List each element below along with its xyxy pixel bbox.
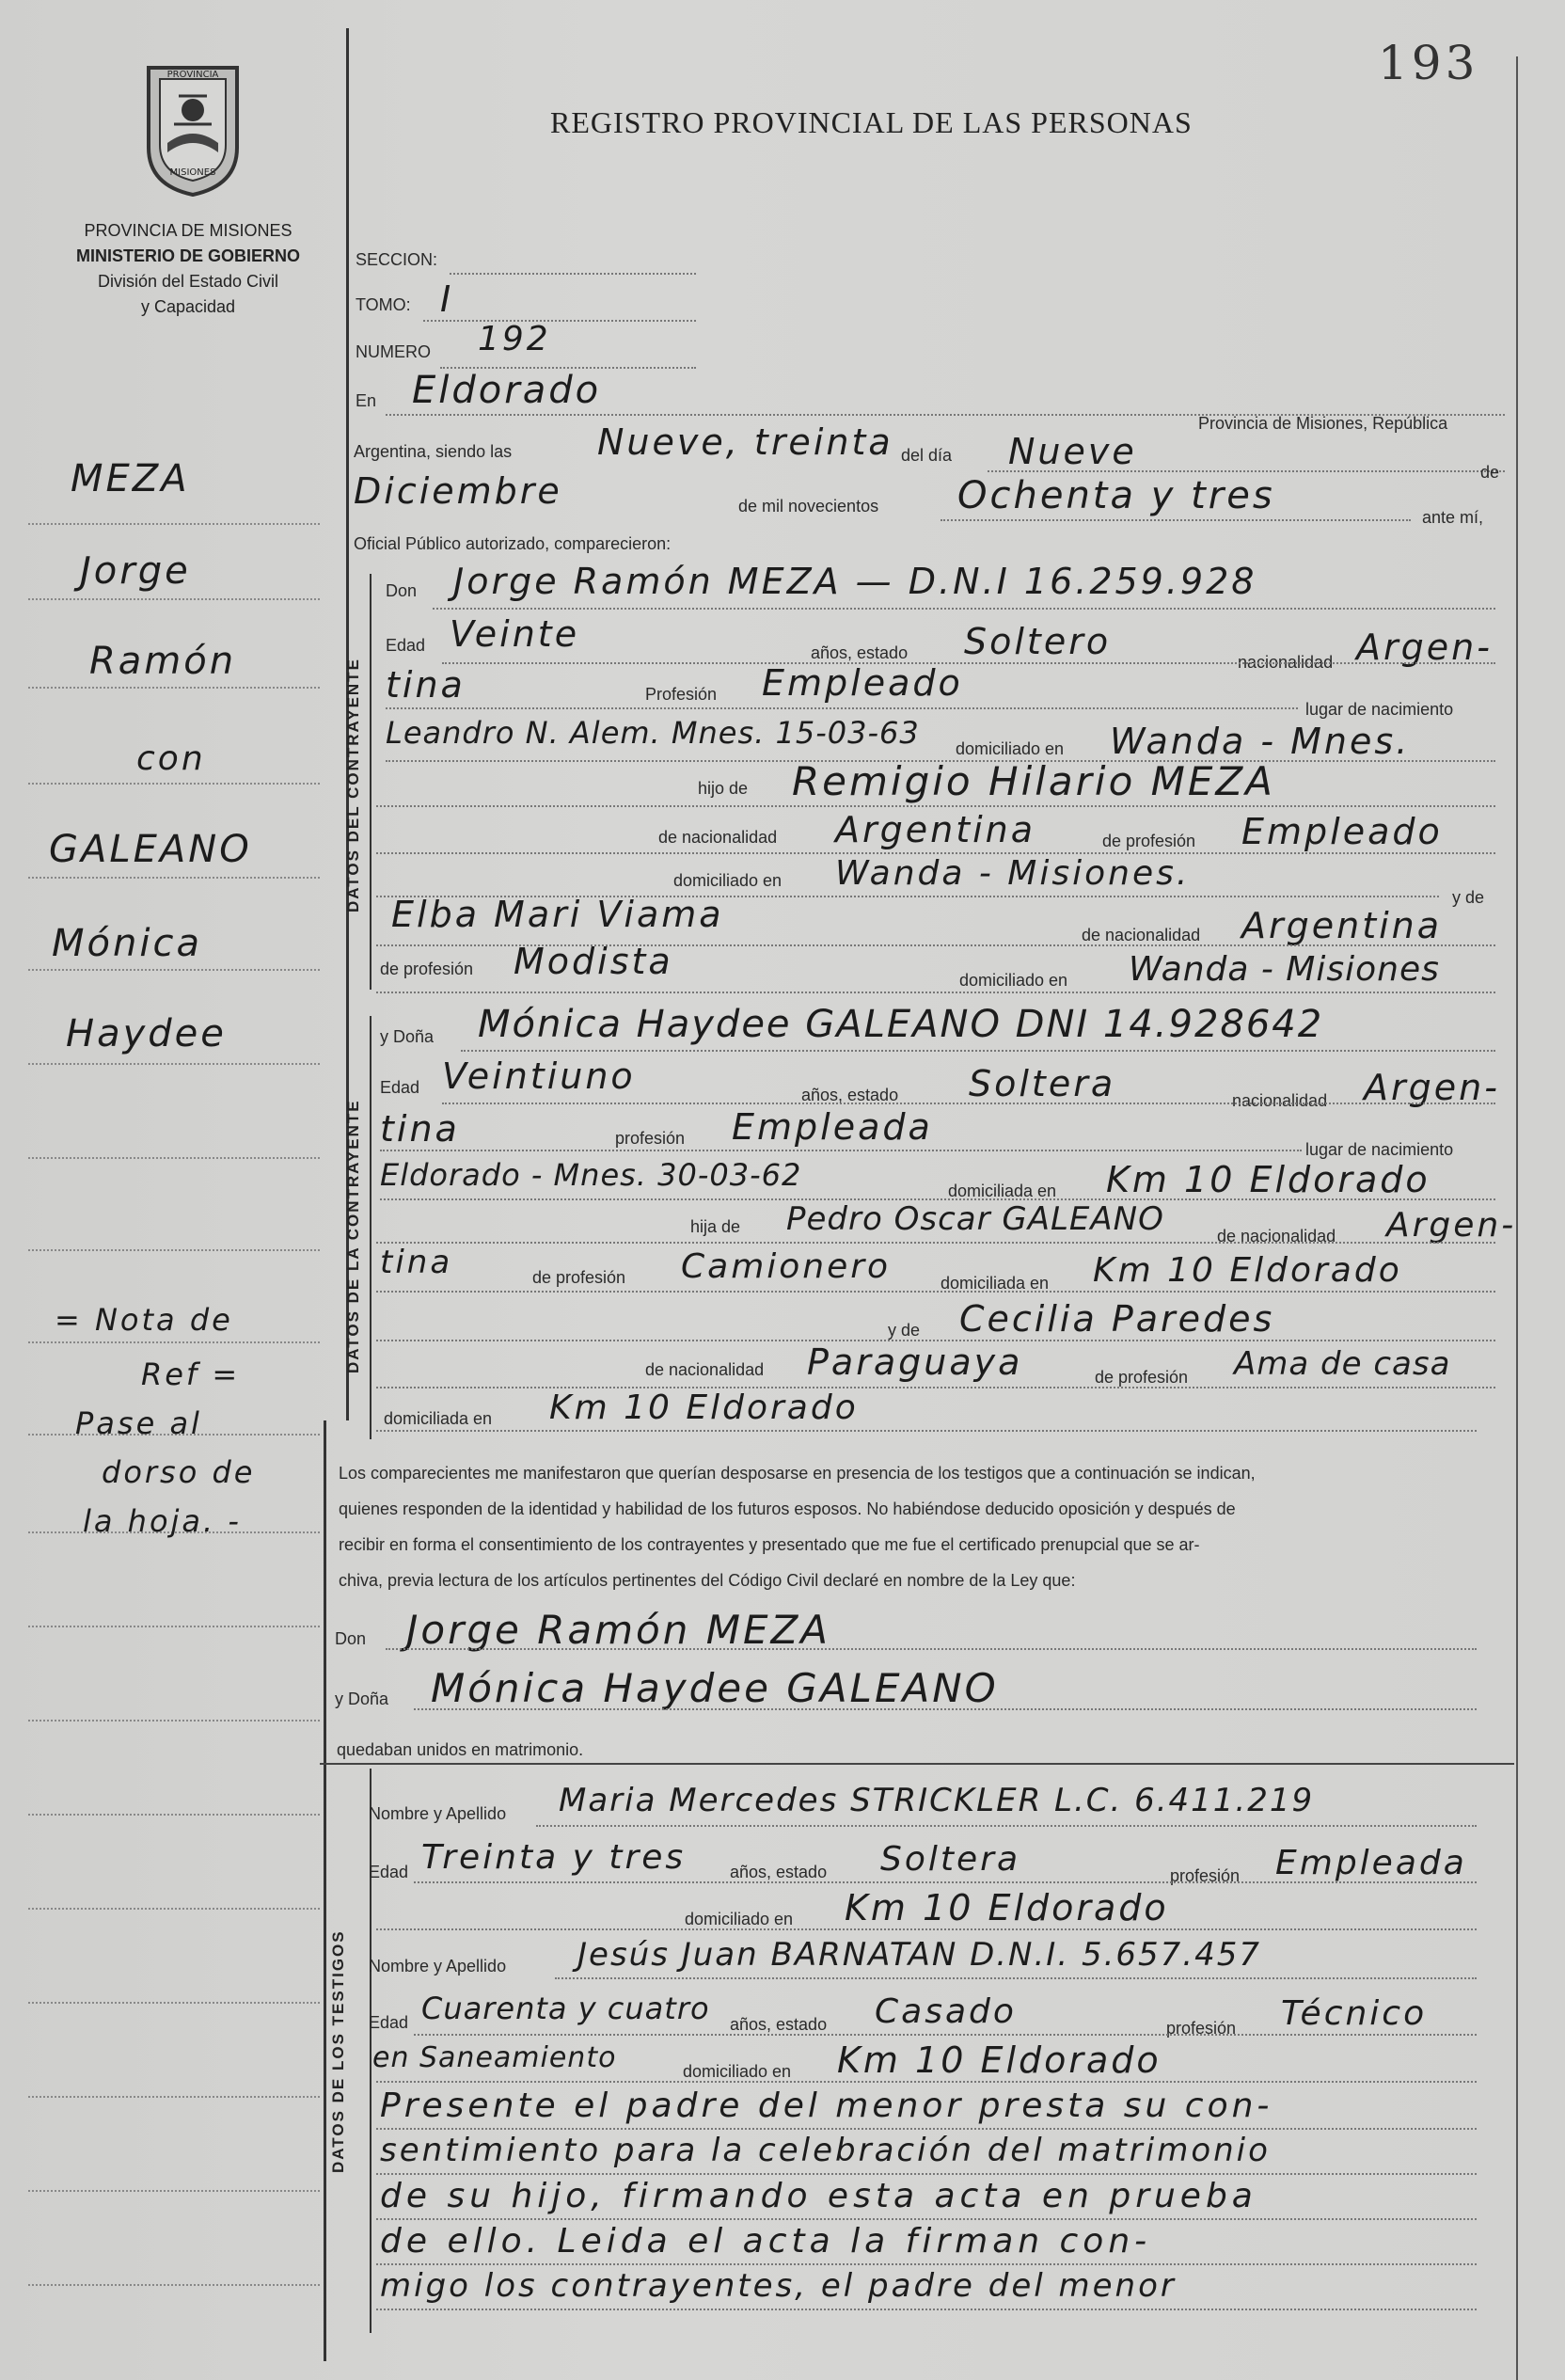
- madre-domicilio: Wanda - Misiones: [1129, 950, 1440, 989]
- don-label: Don: [386, 581, 418, 600]
- side-label-contrayente: DATOS DEL CONTRAYENTE: [344, 658, 362, 912]
- contrayenta-padre-dom: Km 10 Eldorado: [1093, 1251, 1402, 1290]
- margin-note: MEZA: [71, 457, 190, 500]
- contrayenta-padre-nac-cont: tina: [380, 1244, 453, 1281]
- profesion-label-2: profesión: [615, 1129, 686, 1148]
- de-label: de: [1480, 463, 1500, 482]
- contrayenta-profesion: Empleada: [732, 1106, 933, 1148]
- contrayente-nacimiento: Leandro N. Alem. Mnes. 15-03-63: [386, 715, 920, 751]
- madre-prof-label-2: de profesión: [1095, 1368, 1189, 1387]
- anio-value: Ochenta y tres: [957, 474, 1275, 517]
- tomo-line: [423, 320, 696, 322]
- padre-prof-label-2: de profesión: [532, 1268, 626, 1287]
- line: [386, 1648, 1477, 1650]
- line: [461, 1050, 1495, 1052]
- margin-separator-lower: [324, 1420, 326, 2361]
- mes-value: Diciembre: [354, 470, 562, 512]
- contrayenta-padre-nac: Argen-: [1386, 1206, 1517, 1245]
- contrayenta-madre-dom: Km 10 Eldorado: [549, 1388, 859, 1427]
- numero-label: NUMERO: [356, 342, 431, 361]
- nacionalidad-label: nacionalidad: [1238, 653, 1334, 672]
- issuer-division-2: y Capacidad: [140, 297, 236, 316]
- testigo-domicilio-2: Km 10 Eldorado: [837, 2039, 1162, 2081]
- testigo-profesion: Empleada: [1275, 1844, 1467, 1882]
- testigo-dom-label: domiciliado en: [685, 1910, 794, 1928]
- margin-note: Ramón: [89, 640, 237, 683]
- madre-dom-label: domiciliado en: [959, 971, 1068, 990]
- testigo-nombre-2: Jesús Juan BARNATAN D.N.I. 5.657.457: [577, 1936, 1261, 1974]
- testigo-dom-label-2: domiciliado en: [683, 2062, 792, 2081]
- issuer-division: División del Estado Civil: [97, 272, 279, 291]
- anios-label: años, estado: [811, 643, 909, 662]
- seccion-line: [450, 273, 696, 275]
- document-title: REGISTRO PROVINCIAL DE LAS PERSONAS: [550, 105, 1193, 139]
- numero-value: 192: [478, 320, 551, 358]
- contrayente-estado: Soltero: [964, 621, 1112, 662]
- line: [414, 1881, 1477, 1883]
- profesion-label: Profesión: [645, 685, 718, 704]
- del-dia-label: del día: [901, 446, 953, 465]
- line: [376, 1430, 1477, 1432]
- right-margin-rule: [1516, 56, 1518, 2380]
- line: [376, 2309, 1477, 2310]
- note-line: de su hijo, firmando esta acta en prueba: [380, 2177, 1257, 2215]
- testigo-profesion-label-2: profesión: [1166, 2019, 1237, 2038]
- contrayenta-madre-nac: Paraguaya: [807, 1341, 1023, 1383]
- line: [376, 2173, 1477, 2175]
- padre-nacionalidad: Argentina: [835, 809, 1036, 850]
- padre-dom-label: domiciliado en: [673, 871, 782, 890]
- declaration-line: Los comparecientes me manifestaron que querían desposarse en presencia de los testigos que a continuación se indican,: [339, 1464, 1256, 1483]
- line: [376, 1242, 1495, 1244]
- contrayente-edad: Veinte: [450, 613, 580, 655]
- contrayenta-padre-prof: Camionero: [681, 1247, 892, 1286]
- contrayenta-bracket: [370, 1016, 371, 1439]
- decl-closing: quedaban unidos en matrimonio.: [337, 1740, 584, 1759]
- line: [376, 992, 1495, 993]
- madre-prof-label: de profesión: [380, 960, 474, 978]
- testigo-edad-2: Cuarenta y cuatro: [421, 1991, 710, 2026]
- mil-label: de mil novecientos: [738, 497, 879, 516]
- testigo-edad-label: Edad: [369, 1863, 409, 1881]
- margin-note: = Nota de: [55, 1302, 233, 1338]
- domiciliada-label: domiciliada en: [948, 1182, 1057, 1200]
- margin-note: Mónica: [52, 922, 202, 965]
- line: [376, 1928, 1477, 1930]
- note-line: Presente el padre del menor presta su con-: [380, 2086, 1273, 2125]
- seal-top-text: PROVINCIA: [166, 70, 219, 80]
- declaration-line: quienes responden de la identidad y habilidad de los futuros esposos. No habiéndose deducido oposición y después de: [339, 1499, 1236, 1518]
- padre-nac-label: de nacionalidad: [658, 828, 778, 847]
- nacionalidad-label-2: nacionalidad: [1232, 1091, 1328, 1110]
- contrayente-domicilio: Wanda - Mnes.: [1110, 721, 1411, 762]
- contrayenta-estado: Soltera: [969, 1063, 1116, 1104]
- line: [442, 662, 1495, 664]
- contrayenta-domicilio: Km 10 Eldorado: [1106, 1159, 1431, 1200]
- side-label-contrayenta: DATOS DE LA CONTRAYENTE: [344, 1099, 362, 1373]
- y-de-label-2: y de: [888, 1321, 921, 1340]
- lugar-label-2: lugar de nacimiento: [1305, 1140, 1454, 1159]
- tomo-label: TOMO:: [356, 295, 411, 314]
- padre-nombre: Remigio Hilario MEZA: [792, 758, 1275, 804]
- issuer-ministry: MINISTERIO DE GOBIERNO: [75, 246, 301, 265]
- contrayenta-madre: Cecilia Paredes: [959, 1298, 1275, 1340]
- issuer-province: PROVINCIA DE MISIONES: [84, 221, 292, 240]
- oficial-text: Oficial Público autorizado, comparecieron:: [354, 534, 672, 553]
- padre-domicilio: Wanda - Misiones.: [835, 854, 1191, 893]
- hijo-label: hijo de: [698, 779, 749, 798]
- contrayente-nacionalidad-cont: tina: [386, 664, 466, 706]
- margin-note: GALEANO: [49, 828, 252, 871]
- testigo-nombre-label: Nombre y Apellido: [369, 1804, 507, 1823]
- decl-dona-label: y Doña: [335, 1690, 389, 1708]
- dia-value: Nueve: [1008, 431, 1137, 472]
- decl-dona-value: Mónica Haydee GALEANO: [431, 1665, 999, 1711]
- argentina-text: Argentina, siendo las: [354, 442, 513, 461]
- edad-label: Edad: [386, 636, 426, 655]
- contrayente-profesion: Empleado: [762, 662, 963, 704]
- line: [376, 2128, 1477, 2130]
- testigo-nombre-label-2: Nombre y Apellido: [369, 1957, 507, 1975]
- domiciliado-label: domiciliado en: [956, 739, 1065, 758]
- testigos-divider: [320, 1763, 1514, 1765]
- seal-bottom-text: MISIONES: [169, 167, 216, 178]
- anios-label-2: años, estado: [801, 1086, 899, 1104]
- margin-note: Ref =: [141, 1357, 241, 1392]
- contrayenta-madre-prof: Ama de casa: [1234, 1345, 1451, 1383]
- testigo-profesion-label: profesión: [1170, 1866, 1241, 1885]
- contrayenta-nombre: Mónica Haydee GALEANO DNI 14.928642: [478, 1003, 1324, 1046]
- testigo-profesion-2: Técnico: [1281, 1994, 1428, 2033]
- testigo-anios-label: años, estado: [730, 1863, 828, 1881]
- contrayenta-nacimiento: Eldorado - Mnes. 30-03-62: [380, 1157, 802, 1193]
- dona-label: y Doña: [380, 1027, 435, 1046]
- line: [536, 1825, 1477, 1827]
- line: [376, 2263, 1477, 2265]
- margin-note: Pase al: [75, 1405, 202, 1441]
- testigo-anios-label-2: años, estado: [730, 2015, 828, 2034]
- line: [414, 1708, 1477, 1710]
- note-line: de ello. Leida el acta la firman con-: [380, 2222, 1152, 2261]
- declaration-line: chiva, previa lectura de los artículos pertinentes del Código Civil declaré en nombre de la Ley que:: [339, 1571, 1076, 1590]
- madre-nac-label-2: de nacionalidad: [645, 1360, 765, 1379]
- padre-dom-label-2: domiciliada en: [941, 1274, 1050, 1293]
- decl-don-value: Jorge Ramón MEZA: [406, 1607, 830, 1653]
- line: [442, 1103, 1495, 1104]
- dia-line: [988, 470, 1505, 472]
- testigos-bracket: [370, 1769, 371, 2333]
- contrayente-bracket: [370, 574, 371, 990]
- side-label-testigos: DATOS DE LOS TESTIGOS: [329, 1929, 347, 2173]
- line: [414, 2034, 1477, 2036]
- line: [376, 1291, 1495, 1293]
- provincia-text: Provincia de Misiones, República: [1198, 414, 1448, 433]
- margin-note: dorso de: [102, 1454, 256, 1490]
- testigo-domicilio: Km 10 Eldorado: [845, 1887, 1169, 1928]
- lugar-label: lugar de nacimiento: [1305, 700, 1454, 719]
- hora-value: Nueve, treinta: [597, 421, 893, 463]
- issuer-block: [38, 218, 339, 320]
- padre-prof-label: de profesión: [1102, 832, 1196, 850]
- note-line: sentimiento para la celebración del matrimonio: [380, 2132, 1271, 2169]
- line: [376, 2218, 1477, 2220]
- contrayenta-nacionalidad: Argen-: [1364, 1067, 1500, 1108]
- line: [376, 2081, 1477, 2083]
- y-de-label: y de: [1452, 888, 1485, 907]
- madre-profesion: Modista: [514, 941, 673, 982]
- madre-nombre: Elba Mari Viama: [391, 894, 724, 935]
- line: [376, 805, 1495, 807]
- contrayenta-nacionalidad-cont: tina: [380, 1108, 460, 1150]
- provincial-seal: [132, 58, 254, 199]
- padre-nac-label-2: de nacionalidad: [1217, 1227, 1336, 1246]
- margin-note: Jorge: [80, 549, 191, 593]
- edad-label-2: Edad: [380, 1078, 420, 1097]
- madre-dom-label-2: domiciliada en: [384, 1409, 493, 1428]
- line: [380, 1150, 1302, 1151]
- ante-label: ante mí,: [1422, 508, 1484, 527]
- madre-nac-label: de nacionalidad: [1082, 926, 1201, 944]
- hija-label: hija de: [690, 1217, 741, 1236]
- testigo-nombre: Maria Mercedes STRICKLER L.C. 6.411.219: [559, 1782, 1315, 1819]
- contrayente-nombre: Jorge Ramón MEZA — D.N.I 16.259.928: [453, 561, 1257, 602]
- testigo-profesion-2-cont: en Saneamiento: [372, 2041, 617, 2074]
- testigo-estado: Soltera: [880, 1840, 1021, 1879]
- line: [376, 1387, 1495, 1388]
- seccion-label: SECCION:: [356, 250, 438, 269]
- padre-profesion: Empleado: [1241, 811, 1443, 852]
- page-number: 193: [1378, 36, 1479, 90]
- madre-nacionalidad: Argentina: [1241, 905, 1443, 946]
- en-label: En: [356, 391, 377, 410]
- contrayente-nacionalidad: Argen-: [1356, 627, 1493, 668]
- margin-note: Haydee: [66, 1012, 227, 1055]
- testigo-edad: Treinta y tres: [421, 1838, 687, 1877]
- line: [555, 1977, 1477, 1979]
- contrayenta-edad: Veintiuno: [442, 1055, 636, 1097]
- note-line: migo los contrayentes, el padre del menor: [380, 2267, 1177, 2305]
- decl-don-label: Don: [335, 1629, 367, 1648]
- tomo-value: I: [440, 278, 454, 320]
- line: [386, 707, 1298, 709]
- line: [433, 608, 1495, 610]
- en-value: Eldorado: [412, 369, 602, 412]
- declaration-line: recibir en forma el consentimiento de los contrayentes y presentado que me fue el certificado prenupcial que se ar-: [339, 1535, 1200, 1554]
- testigo-edad-label-2: Edad: [369, 2013, 409, 2032]
- margin-note: la hoja. -: [83, 1503, 242, 1539]
- margin-note: con: [136, 739, 206, 778]
- anio-line: [941, 519, 1411, 521]
- testigo-estado-2: Casado: [875, 1992, 1017, 2031]
- contrayenta-padre: Pedro Oscar GALEANO: [786, 1200, 1164, 1238]
